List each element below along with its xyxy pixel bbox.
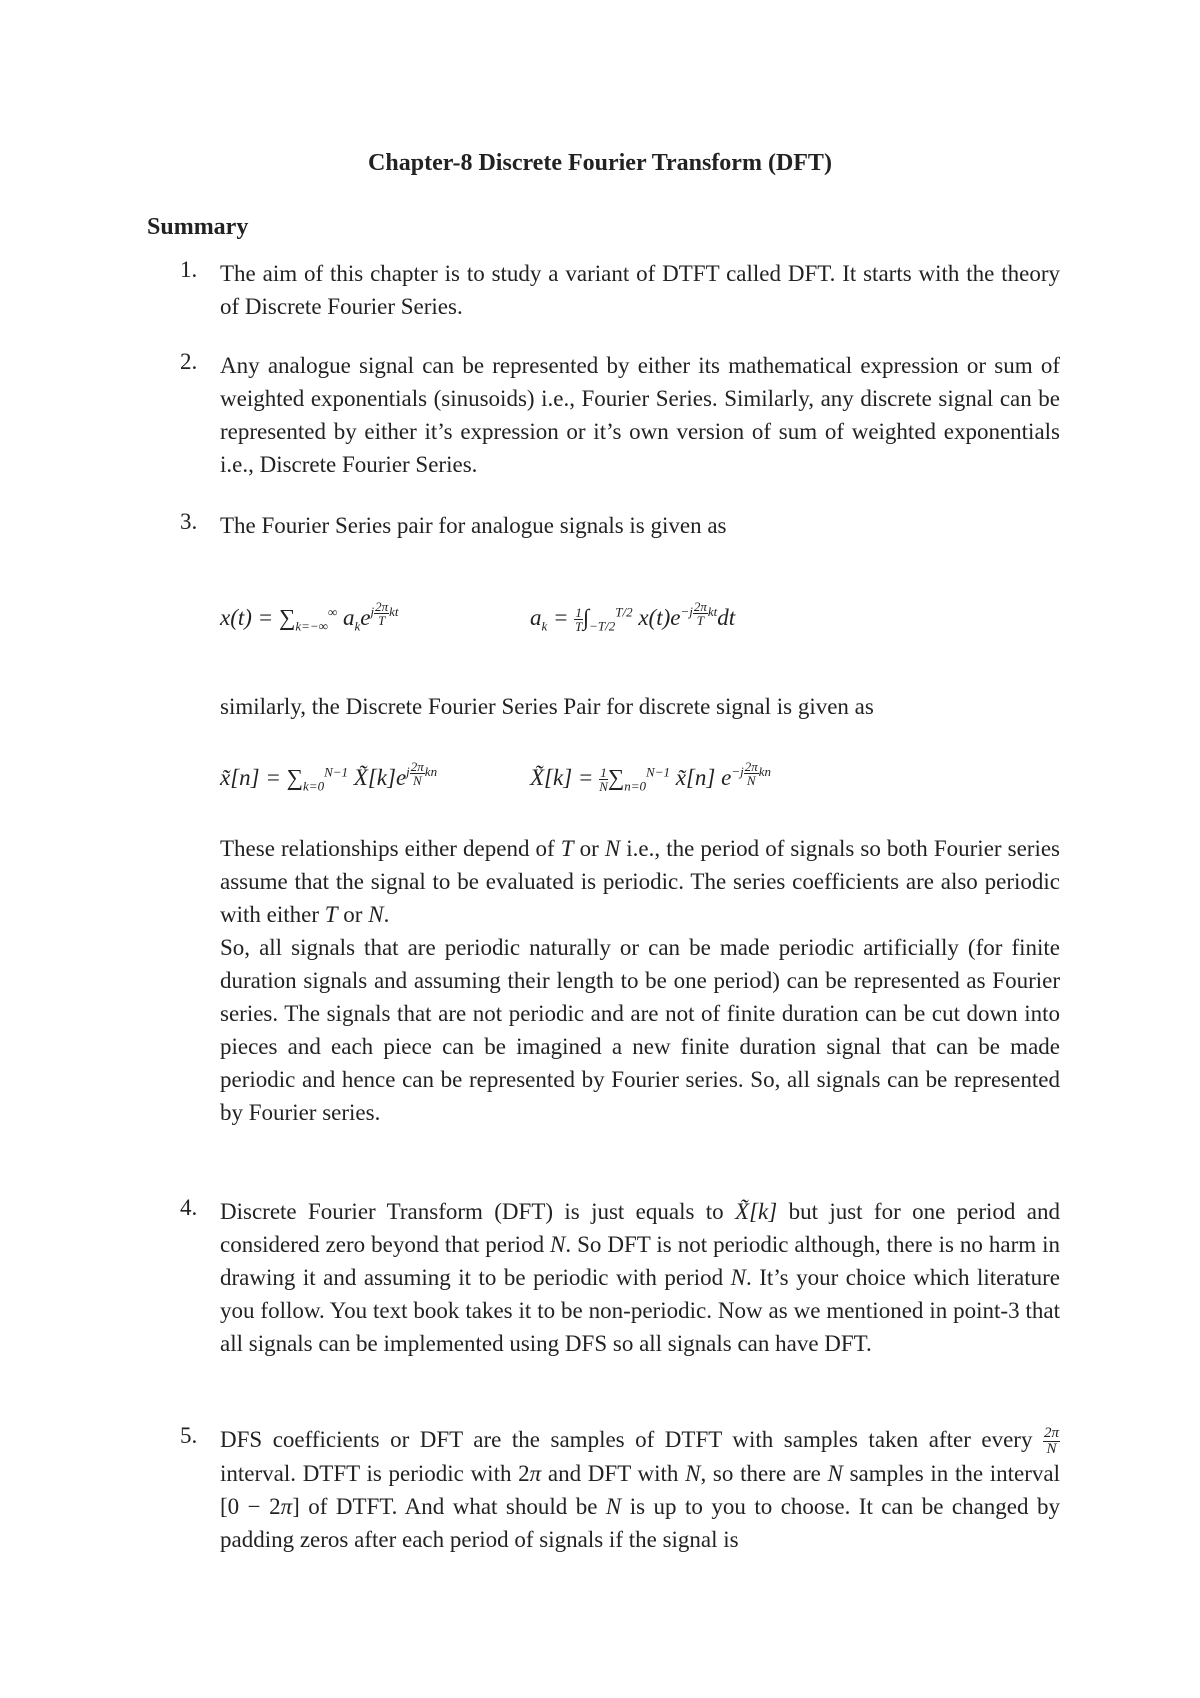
dfs-analysis-equation: X̃[k] = $\frac{1}{N}$ $\sum_{n=0}^{N-1}$ x̃[n] $e^{-j \frac{2\pi}{N} kn}$ — [530, 759, 772, 795]
fourier-series-synthesis-equation: $x(t) = \sum_{k=-\infty}^\infty$ $a_ke^{j \frac{2\pi}{T} kt}$ — [220, 599, 399, 634]
item-number: 2. — [180, 349, 198, 374]
item-3-relationships-text: These relationships either depend of T or N i.e., the period of signals so both Fourier series assume that the signal to be evaluated is periodic. The series coefficients are also periodic with either T or N. — [220, 836, 1061, 927]
item-number: 3. — [180, 509, 198, 534]
item-3-similarly-text: similarly, the Discrete Fourier Series Pair for discrete signal is given as — [220, 694, 874, 719]
item-number: 4. — [180, 1195, 198, 1220]
item-3-so-text: So, all signals that are periodic naturally or can be made periodic artificially (for finite duration signals and assuming their length to be one period) can be represented as Fourier series. The signals that are not periodic and are not of finite duration can be cut down into pieces and each piece can be imagined a new finite duration signal that can be made periodic and hence can be represented by Fourier series. So, all signals can be represented by Fourier series. — [220, 935, 1060, 1125]
item-2-text: Any analogue signal can be represented by either its mathematical expression or sum of weighted exponentials (sinusoids) i.e., Fourier Series. Similarly, any discrete signal can be represented by either it’s expression or it’s own version of sum of weighted exponentials i.e., Discrete Fourier Series. — [220, 353, 1060, 477]
page-title: Chapter-8 Discrete Fourier Transform (DFT) — [368, 150, 832, 176]
item-number: 1. — [180, 257, 198, 282]
item-1-text: The aim of this chapter is to study a variant of DTFT called DFT. It starts with the theory of Discrete Fourier Series. — [220, 261, 1060, 319]
fourier-series-analysis-equation: $a_k$ = $\frac{1}{T}$ $\int_{-T/2}^{T/2}$ $x(t)e^{-j \frac{2\pi}{T} kt}dt$ — [530, 599, 736, 635]
summary-heading: Summary — [147, 214, 249, 240]
item-number: 5. — [180, 1423, 198, 1448]
item-5-text: DFS coefficients or DFT are the samples of DTFT with samples taken after every $\frac{2\pi}{N}$ interval. DTFT is periodic with 2π and DFT with N, so there are N samples in the interval [0 − 2π] of DTFT. And what should be N is up to you to choose. It can be changed by padding zeros after each period of signals if the signal is — [220, 1425, 1061, 1553]
item-3-text: The Fourier Series pair for analogue signals is given as — [220, 513, 727, 538]
item-4-text: Discrete Fourier Transform (DFT) is just equals to X̃[k] but just for one period and considered zero beyond that period N. So DFT is not periodic although, there is no harm in drawing it and assuming it to be periodic with period N. It’s your choice which literature you follow. You text book takes it to be non-periodic. Now as we mentioned in point-3 that all signals can be implemented using DFS so all signals can have DFT. — [220, 1199, 1060, 1356]
dfs-synthesis-equation: x̃[n] = $\sum_{k=0}^{N-1}$ $X̃[k]e^{j \frac{2\pi}{N} kn}$ — [220, 759, 438, 794]
